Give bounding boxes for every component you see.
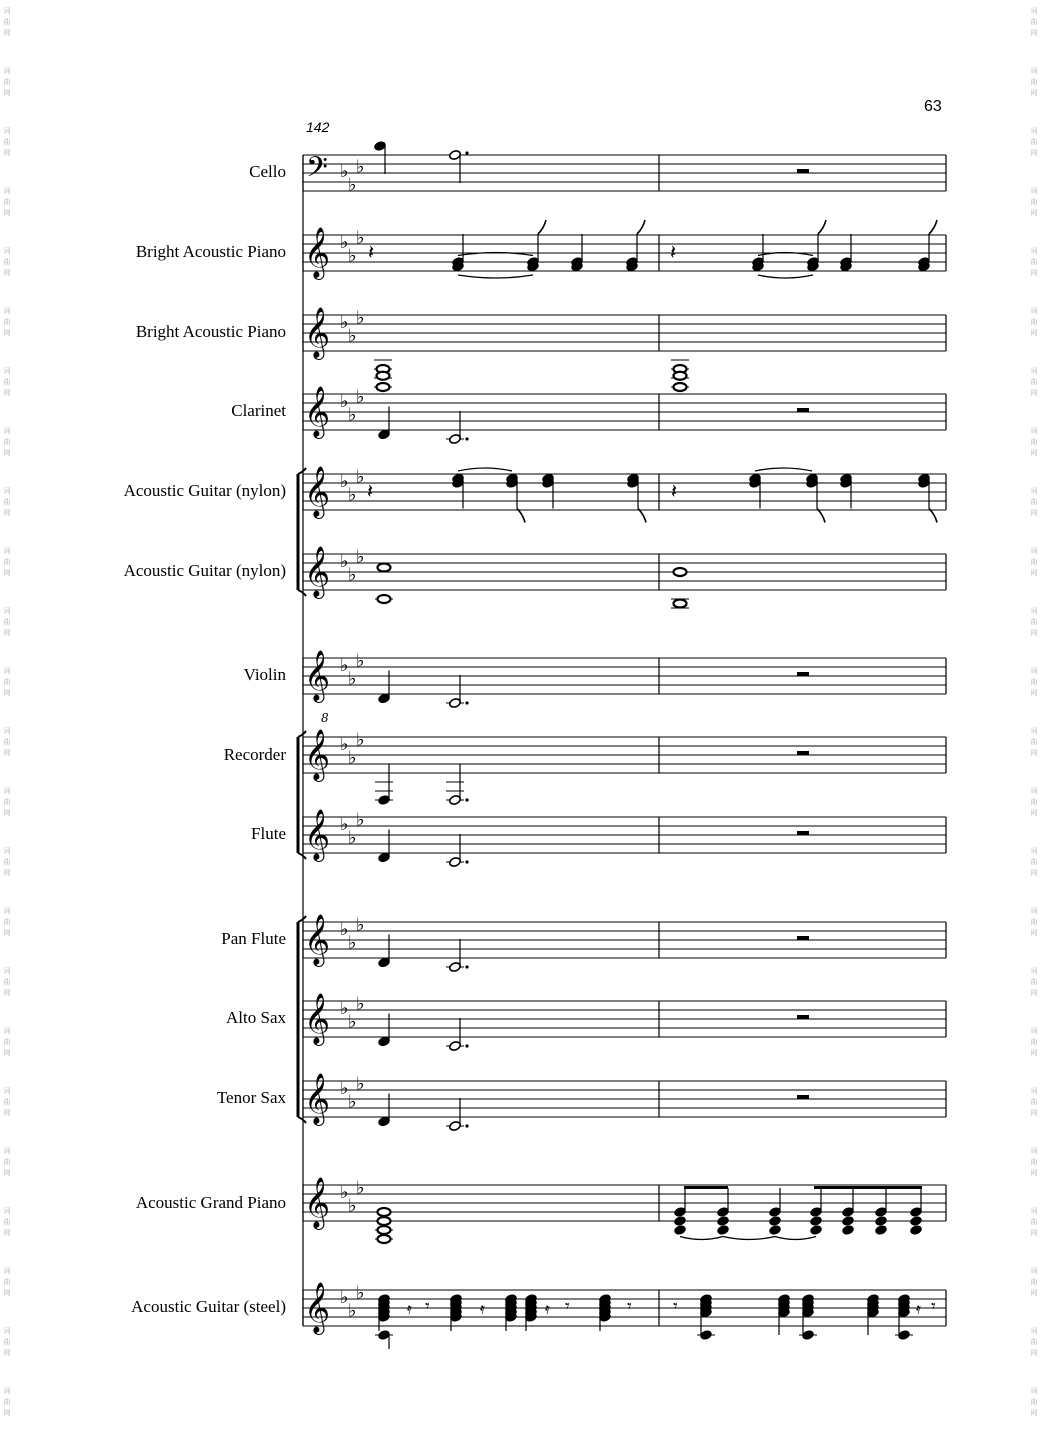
watermark-glyphs: 词 曲 网 [3,907,11,937]
flat-sign: ♭ [340,391,349,412]
watermark-glyphs: 词 曲 网 [3,1147,11,1177]
watermark-glyphs: 词 曲 网 [3,7,11,37]
watermark-glyphs: 词 曲 网 [3,247,11,277]
quarter-rest: 𝄽 [671,479,678,503]
watermark-glyphs: 词 曲 网 [1030,847,1038,877]
flat-sign: ♭ [340,814,349,835]
flat-sign: ♭ [340,919,349,940]
grand-piano-note [378,1217,391,1225]
sixteenth-rest: 𝄿 [916,1299,921,1318]
watermark-glyphs: 词 曲 网 [1030,307,1038,337]
tie [680,1237,723,1240]
flat-sign: ♭ [356,307,365,329]
flat-sign: ♭ [348,1195,357,1217]
watermark-glyphs: 词 曲 网 [3,487,11,517]
grand-piano-chord-note [875,1216,888,1227]
flag [637,220,645,234]
dot [465,1124,468,1127]
watermark-glyphs: 词 曲 网 [3,727,11,757]
flag [818,220,826,234]
treble-clef: 𝄞 [304,650,331,701]
watermark-glyphs: 词 曲 网 [3,1387,11,1417]
flat-sign: ♭ [348,747,357,769]
piano-low-note [674,383,687,391]
nylon-whole-note [378,595,391,603]
flat-sign: ♭ [340,1182,349,1203]
treble-clef: 𝄞 [304,307,331,358]
flat-sign: ♭ [340,471,349,492]
watermark-glyphs: 词 曲 网 [1030,547,1038,577]
rest [797,751,809,755]
watermark-glyphs: 词 曲 网 [1030,127,1038,157]
watermark-glyphs: 词 曲 网 [3,547,11,577]
flag [929,220,937,234]
grand-piano-chord-note [717,1216,730,1227]
treble-clef: 𝄞 [304,729,331,780]
instrument-label-clarinet: Clarinet [231,401,286,420]
flat-sign: ♭ [348,404,357,426]
watermark-glyphs: 词 曲 网 [1030,247,1038,277]
watermark-glyphs: 词 曲 网 [1030,1147,1038,1177]
rest [797,169,809,173]
measure-number: 142 [306,119,330,135]
flat-sign: ♭ [356,1073,365,1095]
watermark-glyphs: 词 曲 网 [3,1207,11,1237]
grand-piano-chord-note [810,1225,823,1236]
watermark-glyphs: 词 曲 网 [1030,1267,1038,1297]
staff [303,658,946,694]
instrument-label-bright-piano-2: Bright Acoustic Piano [135,322,286,341]
flat-sign: ♭ [340,232,349,253]
watermark-glyphs: 词 曲 网 [3,667,11,697]
flat-sign: ♭ [348,564,357,586]
watermark-glyphs: 词 曲 网 [1030,427,1038,457]
flat-sign: ♭ [340,1078,349,1099]
rest [797,936,809,940]
beam [814,1186,922,1189]
flat-sign: ♭ [356,993,365,1015]
watermark-glyphs: 词 曲 网 [3,847,11,877]
flat-sign: ♭ [348,1091,357,1113]
instrument-label-steel-guitar: Acoustic Guitar (steel) [131,1297,286,1316]
grand-piano-note [378,1226,391,1234]
instrument-label-nylon-guitar-2: Acoustic Guitar (nylon) [123,561,286,580]
flat-sign: ♭ [356,1177,365,1199]
watermark-glyphs: 词 曲 网 [3,1267,11,1297]
watermark-glyphs: 词 曲 网 [1030,907,1038,937]
flat-sign: ♭ [348,174,357,196]
nylon-whole-note [674,600,687,608]
watermark-glyphs: 词 曲 网 [3,307,11,337]
staff [303,1081,946,1117]
instrument-label-pan-flute: Pan Flute [221,929,286,948]
grand-piano-note [378,1235,391,1243]
watermark-glyphs: 词 曲 网 [3,607,11,637]
flat-sign: ♭ [348,668,357,690]
tie [758,275,813,278]
rest [797,1095,809,1099]
grand-piano-chord-note [910,1225,923,1236]
grand-piano-chord-note [769,1225,782,1236]
flat-sign: ♭ [356,729,365,751]
grand-piano-chord-note [769,1216,782,1227]
page-number: 63 [924,98,942,115]
staff [303,315,946,351]
watermark-glyphs: 词 曲 网 [3,67,11,97]
eighth-rest: 𝄾 [627,1296,632,1317]
flat-sign: ♭ [348,245,357,267]
treble-clef: 𝄞 [304,1073,331,1124]
tie [458,468,512,471]
flat-sign: ♭ [356,156,365,178]
flat-sign: ♭ [340,655,349,676]
flat-sign: ♭ [340,312,349,333]
flat-sign: ♭ [348,1300,357,1322]
dot [465,1044,468,1047]
instrument-label-violin: Violin [243,665,286,684]
grand-piano-chord-note [842,1225,855,1236]
staff [303,1290,946,1326]
quarter-rest: 𝄽 [368,240,375,264]
watermark-glyphs: 词 曲 网 [1030,7,1038,37]
staff [303,922,946,958]
flat-sign: ♭ [340,1287,349,1308]
treble-clef: 𝄞 [304,809,331,860]
watermark-glyphs: 词 曲 网 [1030,1207,1038,1237]
eighth-rest: 𝄾 [673,1296,678,1317]
watermark-glyphs: 词 曲 网 [3,127,11,157]
bass-clef: 𝄢 [306,151,328,191]
watermark-glyphs: 词 曲 网 [1030,787,1038,817]
piano-low-note [377,372,390,380]
tie [723,1237,775,1240]
flat-sign: ♭ [356,227,365,249]
flat-sign: ♭ [348,484,357,506]
watermark-glyphs: 词 曲 网 [3,787,11,817]
flat-sign: ♭ [356,386,365,408]
treble-clef: 𝄞 [304,914,331,965]
flat-sign: ♭ [356,650,365,672]
treble-clef: 𝄞 [304,386,331,437]
dot [465,860,468,863]
watermark-glyphs: 词 曲 网 [3,187,11,217]
watermark-glyphs: 词 曲 网 [3,1027,11,1057]
grand-piano-chord-note [674,1216,687,1227]
tie [755,468,812,471]
flat-sign: ♭ [340,161,349,182]
staff [303,394,946,430]
watermark-glyphs: 词 曲 网 [1030,607,1038,637]
rest [797,408,809,412]
staff [303,737,946,773]
treble-clef: 𝄞 [304,993,331,1044]
grand-piano-note [378,1208,391,1216]
grand-piano-chord-note [810,1216,823,1227]
watermark-glyphs: 词 曲 网 [1030,1387,1038,1417]
grand-piano-chord-note [910,1216,923,1227]
rest [797,1015,809,1019]
quarter-rest: 𝄽 [367,479,374,503]
watermark-glyphs: 词 曲 网 [1030,1327,1038,1357]
watermark-glyphs: 词 曲 网 [3,427,11,457]
flat-sign: ♭ [340,734,349,755]
flat-sign: ♭ [340,551,349,572]
watermark-glyphs: 词 曲 网 [1030,667,1038,697]
staff [303,1001,946,1037]
rest [797,672,809,676]
instrument-label-recorder: Recorder [223,745,286,764]
flat-sign: ♭ [348,827,357,849]
dot [465,437,468,440]
flat-sign: ♭ [356,914,365,936]
watermark-glyphs: 词 曲 网 [1030,967,1038,997]
nylon-whole-note [674,568,687,576]
sixteenth-rest: 𝄿 [545,1299,550,1318]
instrument-label-tenor-sax: Tenor Sax [216,1088,286,1107]
watermark-glyphs: 词 曲 网 [1030,367,1038,397]
treble-clef: 𝄞 [304,546,331,597]
quarter-rest: 𝄽 [670,240,677,264]
watermark-glyphs: 词 曲 网 [3,1327,11,1357]
eighth-rest: 𝄾 [425,1296,430,1317]
grand-piano-chord-note [674,1225,687,1236]
dot [465,798,468,801]
staff [303,817,946,853]
watermark-glyphs: 词 曲 网 [3,367,11,397]
watermark-glyphs: 词 曲 网 [3,1087,11,1117]
piano-low-note [674,372,687,380]
instrument-label-nylon-guitar-1: Acoustic Guitar (nylon) [123,481,286,500]
grand-piano-chord-note [842,1216,855,1227]
flat-sign: ♭ [356,1282,365,1304]
staff [303,554,946,590]
treble-clef: 𝄞 [304,1282,331,1333]
piano-low-note [377,383,390,391]
nylon-whole-note [378,564,391,572]
dot [465,151,468,154]
instrument-label-flute: Flute [251,824,286,843]
dot [465,965,468,968]
flat-sign: ♭ [356,809,365,831]
octave-mark: 8 [321,711,329,725]
watermark-glyphs: 词 曲 网 [3,967,11,997]
staff [303,155,946,191]
treble-clef: 𝄞 [304,1177,331,1228]
sixteenth-rest: 𝄿 [407,1299,412,1318]
watermark-glyphs: 词 曲 网 [1030,487,1038,517]
eighth-rest: 𝄾 [565,1296,570,1317]
watermark-glyphs: 词 曲 网 [1030,1087,1038,1117]
flat-sign: ♭ [348,1011,357,1033]
flag [817,509,825,523]
treble-clef: 𝄞 [304,227,331,278]
watermark-glyphs: 词 曲 网 [1030,67,1038,97]
flat-sign: ♭ [356,466,365,488]
rest [797,831,809,835]
dot [465,701,468,704]
treble-clef: 𝄞 [304,466,331,517]
eighth-rest: 𝄾 [931,1296,936,1317]
flag [929,509,937,523]
grand-piano-chord-note [875,1225,888,1236]
instrument-label-cello: Cello [249,162,286,181]
flat-sign: ♭ [348,932,357,954]
beam [684,1186,728,1189]
tie [458,275,533,278]
watermark-glyphs: 词 曲 网 [1030,1027,1038,1057]
instrument-label-alto-sax: Alto Sax [226,1008,286,1027]
flat-sign: ♭ [356,546,365,568]
flat-sign: ♭ [340,998,349,1019]
watermark-glyphs: 词 曲 网 [1030,187,1038,217]
grand-piano-chord-note [717,1225,730,1236]
flag [538,220,546,234]
flag [517,509,525,523]
flat-sign: ♭ [348,325,357,347]
sixteenth-rest: 𝄿 [480,1299,485,1318]
instrument-label-bright-piano-1: Bright Acoustic Piano [135,242,286,261]
watermark-glyphs: 词 曲 网 [1030,727,1038,757]
flag [638,509,646,523]
tie [775,1237,816,1240]
instrument-label-grand-piano: Acoustic Grand Piano [135,1193,286,1212]
